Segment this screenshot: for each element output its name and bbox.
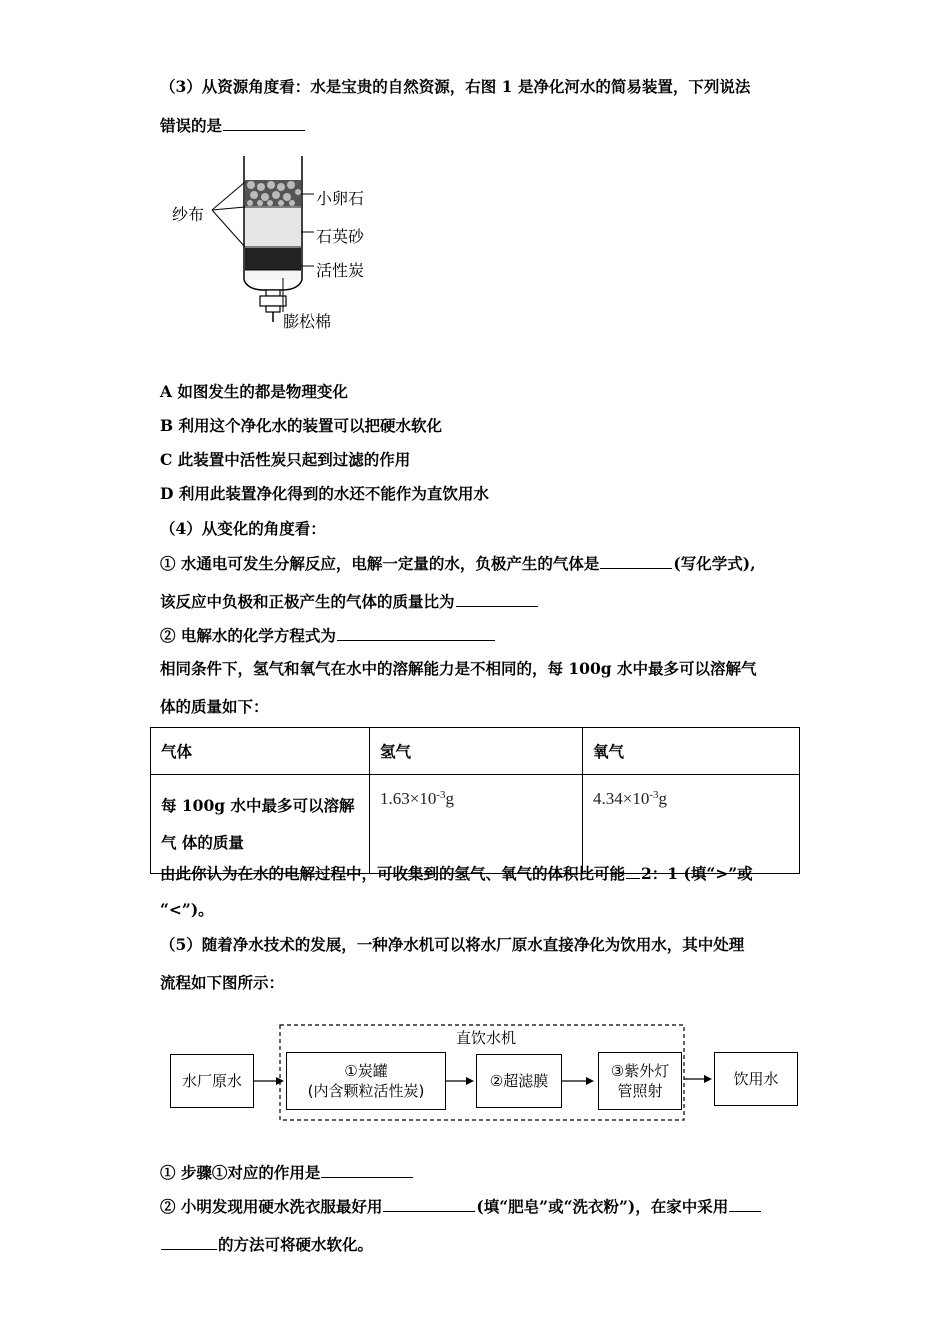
cotton-label: 膨松棉 xyxy=(283,312,332,331)
header-hydrogen: 氢气 xyxy=(370,728,583,775)
header-gas: 气体 xyxy=(151,728,370,775)
q5-line2: 流程如下图所示： xyxy=(160,973,285,992)
q5-s2-line2 xyxy=(160,1237,373,1253)
function-blank[interactable] xyxy=(321,1176,413,1178)
quartz-sand-label: 石英砂 xyxy=(316,227,365,246)
machine-label: 直饮水机 xyxy=(438,1028,534,1048)
row-label-line2: 气 体的质量 xyxy=(161,833,244,852)
q4-p2 xyxy=(160,628,496,644)
option-d[interactable]: D 利用此装置净化得到的水还不能作为直饮用水 xyxy=(160,484,489,503)
option-a[interactable]: A 如图发生的都是物理变化 xyxy=(160,382,348,401)
q4-p1b: (写化学式), xyxy=(673,554,756,573)
source-water-box: 水厂原水 xyxy=(170,1054,254,1108)
q4-concl1b: 2：1 (填“>”或 xyxy=(641,864,753,883)
equation-blank[interactable] xyxy=(337,639,495,641)
uv-lamp-box xyxy=(598,1052,682,1110)
q5-s2b: (填“肥皂”或“洗衣粉”)，在家中采用 xyxy=(476,1197,729,1216)
drinking-water-box: 饮用水 xyxy=(714,1052,798,1106)
option-b[interactable]: B 利用这个净化水的装置可以把硬水软化 xyxy=(160,416,442,435)
q5-s2c: 的方法可将硬水软化。 xyxy=(218,1235,374,1254)
h2-unit: g xyxy=(445,789,455,809)
purification-flowchart xyxy=(168,1024,808,1124)
q5-s2a: ② 小明发现用硬水洗衣服最好用 xyxy=(160,1197,383,1216)
row-label-line1: 每 100g 水中最多可以溶解 xyxy=(161,795,355,815)
q4-conclusion-line1 xyxy=(160,866,753,882)
h2-exponent: -3 xyxy=(436,789,446,801)
q3-line1: （3）从资源角度看：水是宝贵的自然资源，右图 1 是净化河水的简易装置，下列说法 xyxy=(160,77,751,96)
carbon-tank-box xyxy=(286,1052,446,1110)
o2-mantissa: 4.34 xyxy=(593,789,623,809)
carbon-tank-title: ①炭罐 xyxy=(344,1061,388,1080)
water-filter-figure xyxy=(168,152,378,332)
ultrafiltration-box: ②超滤膜 xyxy=(476,1054,562,1108)
option-c[interactable]: C 此装置中活性炭只起到过滤的作用 xyxy=(160,450,411,469)
o2-unit: g xyxy=(658,789,668,809)
detergent-blank[interactable] xyxy=(383,1210,475,1212)
q5-line1: （5）随着净水技术的发展，一种净水机可以将水厂原水直接净化为饮用水，其中处理 xyxy=(160,935,745,954)
q4-concl1: 由此你认为在水的电解过程中，可收集到的氢气、氧气的体积比可能 xyxy=(160,864,626,883)
gauze-label: 纱布 xyxy=(172,205,205,224)
method-blank-start[interactable] xyxy=(729,1210,761,1212)
solubility-table xyxy=(150,727,800,874)
method-blank-end[interactable] xyxy=(161,1248,217,1250)
q3-prompt: 错误的是 xyxy=(160,116,223,135)
q4-title: （4）从变化的角度看： xyxy=(160,519,326,538)
q4-conclusion-line2: “<”)。 xyxy=(160,900,214,919)
h2-times: ×10 xyxy=(409,789,437,809)
h2-mantissa: 1.63 xyxy=(380,789,410,809)
pebble-label: 小卵石 xyxy=(316,189,365,208)
q5-s1 xyxy=(160,1165,414,1181)
q4-p1-line1 xyxy=(160,556,755,572)
mass-ratio-blank[interactable] xyxy=(456,605,538,607)
header-oxygen: 氧气 xyxy=(583,728,800,775)
q4-intro1: 相同条件下，氢气和氧气在水中的溶解能力是不相同的，每 100g 水中最多可以溶解气 xyxy=(160,659,757,678)
oxygen-solubility xyxy=(583,775,800,874)
q4-p1c: 该反应中负极和正极产生的气体的质量比为 xyxy=(160,592,455,611)
comparison-blank[interactable] xyxy=(626,877,640,879)
q5-s2-line1 xyxy=(160,1199,762,1215)
uv-lamp-note: 管照射 xyxy=(617,1082,663,1100)
q5-s1-text: ① 步骤①对应的作用是 xyxy=(160,1163,321,1182)
formula-blank[interactable] xyxy=(600,567,672,569)
q4-intro2: 体的质量如下： xyxy=(160,697,269,716)
uv-lamp-title: ③紫外灯 xyxy=(610,1061,670,1080)
hydrogen-solubility xyxy=(370,775,583,874)
carbon-tank-note: (内含颗粒活性炭) xyxy=(307,1082,425,1100)
answer-blank[interactable] xyxy=(223,129,305,131)
o2-exponent: -3 xyxy=(649,789,659,801)
q4-p1-line2 xyxy=(160,594,539,610)
activated-carbon-label: 活性炭 xyxy=(316,261,365,280)
q4-p2-text: ② 电解水的化学方程式为 xyxy=(160,626,336,645)
o2-times: ×10 xyxy=(622,789,650,809)
q4-p1a: ① 水通电可发生分解反应，电解一定量的水，负极产生的气体是 xyxy=(160,554,600,573)
q3-line2 xyxy=(160,118,306,134)
row-label xyxy=(151,775,370,874)
